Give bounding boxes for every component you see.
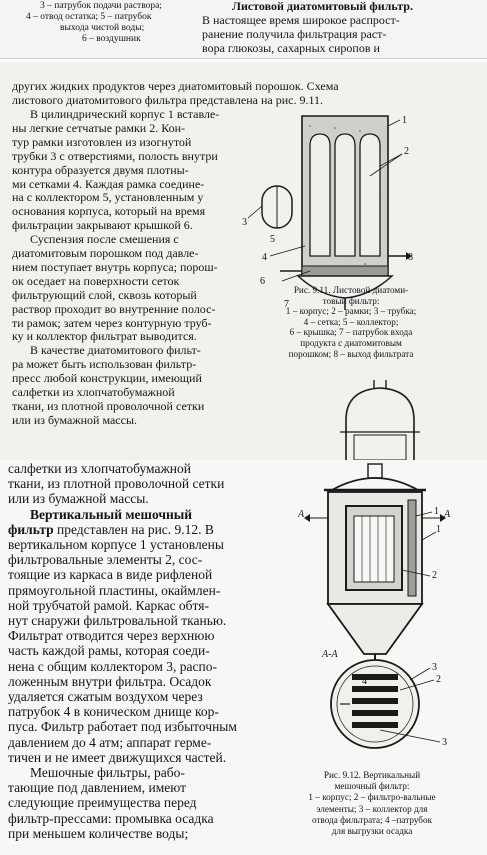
paragraph-line: Мешочные фильтры, рабо-	[30, 765, 185, 780]
paragraph-line: нена с общим коллектором 3, распо-	[8, 658, 217, 674]
paragraph-line: листового диатомитового фильтра представлена на рис. 9.11.	[12, 93, 324, 107]
figure-label: 5	[270, 234, 275, 245]
figure-label: 4	[262, 252, 267, 263]
figure-label: 1	[402, 115, 407, 126]
caption-line: мешочный фильтр:	[334, 781, 410, 792]
caption-line: Рис. 9.12. Вертикальный	[323, 770, 421, 780]
paragraph-line: нием поступает внутрь корпуса; порош-	[12, 259, 218, 274]
paragraph-line: ку и коллектор фильтрат выводится.	[12, 329, 197, 344]
paragraph-line: тичен и не имеет движущихся частей.	[8, 749, 227, 765]
paragraph-line: на с коллектором 5, установленным у	[12, 190, 204, 205]
section-label: А-А	[322, 649, 338, 660]
caption-line: 4 – сетка; 5 – коллектор;	[303, 316, 399, 327]
caption-line: товый фильтр:	[322, 295, 380, 306]
paragraph-line: пуса. Фильтр работает под избыточным	[8, 719, 237, 735]
paragraph-line: ра может быть использован фильтр-	[12, 357, 197, 372]
paragraph-line: удаляется сжатым воздухом через	[8, 689, 203, 704]
paragraph-line: ны легкие сетчатые рамки 2. Кон-	[12, 120, 186, 135]
paragraph-line: тоящие из каркаса в виде рифленой	[8, 567, 213, 583]
paragraph-line: патрубок 4 в коническом днище кор-	[8, 704, 219, 720]
paragraph-line: В качестве диатомитового фильт-	[30, 343, 201, 358]
paragraph-line: тающие под давлением, имеют	[8, 780, 187, 796]
section-heading: Листовой диатомитовый фильтр.	[232, 0, 413, 13]
paragraph-line: фильтрующий слой, сквозь который	[12, 287, 197, 302]
paragraph-line: пресс любой конструкции, имеющий	[12, 371, 202, 386]
paragraph-line: салфетки из хлопчатобумажной	[8, 461, 191, 476]
figure-label: 4	[362, 676, 367, 687]
paragraph-line: ранение получила фильтрация раст-	[202, 27, 387, 41]
figure-label: 7	[284, 299, 289, 310]
paragraph-line: ложенным внутри фильтра. Осадок	[8, 673, 212, 689]
caption-line: 1 – корпус; 2 – рамки; 3 – трубка;	[285, 306, 417, 317]
paragraph-line: В цилиндрический корпус 1 вставле-	[30, 107, 220, 121]
figure-label: 1	[436, 524, 441, 535]
paragraph-line: диатомитовым порошком под давле-	[12, 246, 199, 260]
figure-label: 3	[442, 737, 447, 748]
paragraph-line: основания корпуса, который на время	[12, 204, 206, 219]
figure-9-12-diagram	[290, 460, 460, 760]
paragraph-line: ткани, из плотной проволочной сетки	[12, 398, 205, 413]
figure-label: 8	[408, 252, 413, 263]
figure-label: 3	[432, 662, 437, 673]
heading-continuation: фильтр	[8, 521, 54, 537]
caption-line: отвода фильтрата; 4 –патрубок	[311, 814, 433, 825]
paragraph-line: салфетки из хлопчатобумажной	[12, 385, 175, 399]
paragraph-line: Суспензия после смешения с	[30, 232, 179, 247]
page-fragment-top	[0, 0, 487, 59]
section-mark: А	[444, 509, 451, 520]
paragraph-line	[8, 523, 214, 538]
paragraph-line: тур рамки изготовлен из изогнутой	[12, 134, 192, 149]
figure-label: 2	[404, 146, 409, 157]
paragraph-line: следующие преимущества перед	[8, 795, 197, 811]
paragraph-line: Вертикальный мешочный	[30, 506, 193, 522]
paragraph-line: давлением до 4 атм; аппарат герме-	[8, 734, 212, 750]
legend-line: 6 – воздушник	[82, 34, 141, 44]
paragraph-line: В настоящее время широкое распрост-	[202, 13, 400, 27]
paragraph-line: ти рамок; затем через контурную труб-	[12, 315, 212, 330]
paragraph-line: или из бумажной массы.	[12, 412, 138, 427]
paragraph-line: часть каждой рамы, которая соеди-	[8, 643, 210, 659]
paragraph-line: вора глюкозы, сахарных сиропов и	[202, 41, 380, 55]
page-fragment-middle	[0, 62, 487, 460]
paragraph-line: ок оседает на поверхности сеток	[12, 273, 180, 288]
caption-line: порошком; 8 – выход фильтрата	[288, 348, 414, 359]
caption-line: продукта с диатомитовым	[300, 338, 402, 348]
figure-label: 1	[434, 506, 439, 517]
paragraph-line: нут снаружи фильтровальной тканью.	[8, 613, 227, 628]
paragraph-line: фильтр-прессами: промывка осадка	[8, 810, 214, 826]
paragraph-line: раствор проходит во внутренние полос-	[12, 301, 216, 316]
caption-line: 1 – корпус; 2 – фильтро-вальные	[308, 792, 436, 803]
paragraph-line: при меньшем количестве воды;	[8, 825, 189, 841]
caption-line: для выгрузки осадка	[331, 826, 413, 836]
caption-line: 6 – крышка; 7 – патрубок входа	[289, 327, 413, 338]
paragraph-line: Фильтрат отводится через верхнюю	[8, 628, 215, 644]
paragraph-line: или из бумажной массы.	[8, 491, 149, 507]
section-mark: А	[298, 509, 305, 520]
figure-partial-vessel	[340, 380, 420, 460]
paragraph-line: вертикальном корпусе 1 установлены	[8, 537, 224, 552]
paragraph-line: ной трубчатой рамой. Каркас обтя-	[8, 597, 209, 613]
figure-label: 6	[260, 276, 265, 287]
paragraph-line: других жидких продуктов через диатомитовый порошок. Схема	[12, 79, 339, 93]
paragraph-line: фильтрации закрывают крышкой 6.	[12, 218, 193, 233]
page-fragment-bottom	[0, 460, 487, 855]
figure-label: 2	[432, 570, 437, 581]
paragraph-line: трубки 3 с отверстиями, полость внутри	[12, 148, 218, 163]
caption-line: элементы; 3 – коллектор для	[316, 803, 428, 814]
figure-label: 2	[436, 674, 441, 685]
caption-line: Рис. 9.11. Листовой диатоми-	[293, 285, 409, 295]
paragraph-line: прямоугольной пластины, окаймлен-	[8, 582, 221, 598]
figure-label: 3	[242, 217, 247, 228]
paragraph-line: контура образуется двумя плотны-	[12, 162, 189, 177]
paragraph-line: ми сетками 4. Каждая рамка соедине-	[12, 176, 205, 191]
paragraph-line: фильтровальные элементы 2, сос-	[8, 552, 203, 568]
paragraph-line: ткани, из плотной проволочной сетки	[8, 476, 225, 492]
legend-line: выхода чистой воды;	[60, 23, 145, 33]
paragraph-text: представлен на рис. 9.12. В	[53, 521, 214, 537]
legend-line: 3 – патрубок подачи раствора;	[40, 1, 162, 11]
legend-line: 4 – отвод остатка; 5 – патрубок	[26, 12, 152, 22]
